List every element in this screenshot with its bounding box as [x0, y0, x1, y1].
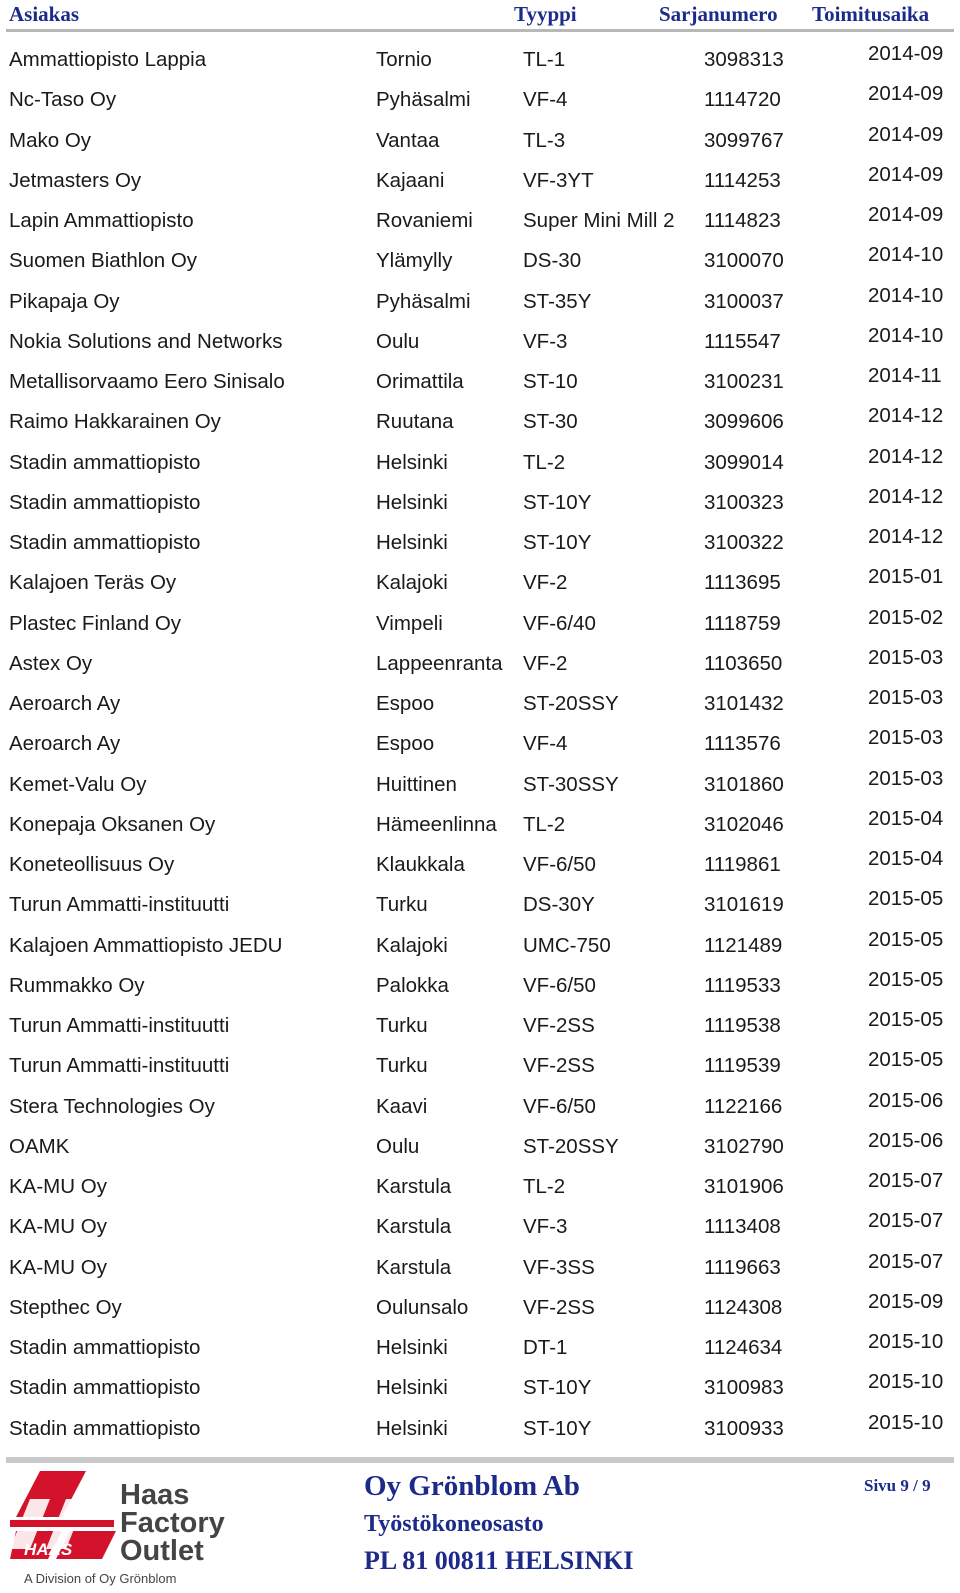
cell-customer: Stadin ammattiopisto	[9, 1416, 201, 1440]
cell-customer: Kalajoen Ammattiopisto JEDU	[9, 933, 283, 957]
table-row	[0, 1409, 960, 1449]
cell-delivery-date: 2014-09	[868, 42, 944, 65]
cell-type: ST-30SSY	[523, 772, 619, 796]
cell-type: TL-2	[523, 812, 566, 836]
cell-delivery-date: 2014-09	[868, 122, 944, 146]
cell-serial: 1113695	[704, 571, 781, 595]
cell-delivery-date: 2014-10	[868, 283, 944, 307]
cell-customer: Mako Oy	[9, 128, 92, 152]
cell-city: Huittinen	[376, 772, 457, 796]
cell-delivery-date: 2015-10	[868, 1370, 944, 1394]
table-row	[0, 926, 960, 966]
cell-type: VF-2SS	[523, 1014, 595, 1037]
table-row	[0, 684, 960, 724]
cell-city: Ruutana	[376, 410, 454, 434]
logo-tagline: A Division of Oy Grönblom	[24, 1571, 177, 1586]
cell-customer: Stepthec Oy	[9, 1295, 122, 1319]
cell-customer: Nokia Solutions and Networks	[9, 329, 283, 353]
cell-type: VF-4	[523, 732, 568, 756]
cell-city: Karstula	[376, 1255, 452, 1279]
cell-type: VF-6/50	[523, 973, 596, 997]
table-row	[0, 765, 960, 805]
cell-delivery-date: 2014-10	[868, 323, 944, 347]
cell-customer: Stadin ammattiopisto	[9, 1376, 201, 1400]
page-number: Sivu 9 / 9	[864, 1476, 931, 1495]
cell-type: VF-2	[523, 651, 568, 675]
cell-type: ST-20SSY	[523, 1134, 619, 1158]
cell-serial: 1122166	[704, 1094, 783, 1118]
cell-city: Ylämylly	[376, 249, 453, 273]
cell-serial: 3101619	[704, 893, 784, 917]
cell-city: Kalajoki	[376, 933, 448, 957]
cell-serial: 3099606	[704, 410, 784, 434]
logo-line1: Haas	[120, 1479, 190, 1511]
table-row	[0, 1006, 960, 1046]
cell-delivery-date: 2015-03	[868, 726, 944, 750]
cell-city: Kajaani	[376, 168, 445, 192]
cell-serial: 1124634	[704, 1336, 783, 1359]
cell-type: VF-2SS	[523, 1054, 595, 1078]
cell-serial: 3100322	[704, 531, 784, 554]
cell-type: Super Mini Mill 2	[523, 209, 675, 232]
cell-customer: Stera Technologies Oy	[9, 1094, 215, 1118]
cell-city: Lappeenranta	[376, 651, 503, 675]
cell-delivery-date: 2014-12	[868, 404, 944, 428]
cell-delivery-date: 2014-11	[868, 364, 942, 387]
cell-serial: 1115547	[704, 329, 781, 353]
cell-delivery-date: 2015-10	[868, 1410, 944, 1434]
cell-type: ST-10Y	[523, 1416, 592, 1440]
cell-delivery-date: 2015-05	[868, 927, 944, 951]
table-row	[0, 885, 960, 925]
cell-serial: 1103650	[704, 651, 783, 675]
table-row	[0, 1127, 960, 1167]
cell-type: DS-30	[523, 249, 582, 273]
company-department: Työstökoneosasto	[364, 1511, 544, 1537]
cell-city: Karstula	[376, 1175, 452, 1198]
cell-city: Vantaa	[376, 128, 440, 152]
cell-delivery-date: 2015-06	[868, 1088, 944, 1112]
cell-customer: Aeroarch Ay	[9, 692, 121, 715]
cell-city: Helsinki	[376, 1416, 448, 1440]
cell-delivery-date: 2014-10	[868, 243, 944, 267]
haas-factory-outlet-logo	[10, 1471, 260, 1589]
header-serial: Sarjanumero	[659, 2, 778, 26]
cell-serial: 1114253	[704, 168, 781, 192]
cell-delivery-date: 2014-09	[868, 203, 944, 226]
table-row	[0, 161, 960, 201]
table-row	[0, 724, 960, 764]
cell-serial: 3100037	[704, 289, 784, 313]
table-row	[0, 1288, 960, 1328]
logo-line2: Factory	[120, 1507, 225, 1539]
cell-type: VF-6/40	[523, 611, 596, 635]
cell-delivery-date: 2014-09	[868, 162, 944, 186]
cell-delivery-date: 2015-05	[868, 967, 944, 991]
table-row	[0, 1207, 960, 1247]
cell-customer: Lapin Ammattiopisto	[9, 209, 194, 232]
cell-delivery-date: 2015-07	[868, 1209, 944, 1233]
cell-customer: Turun Ammatti-instituutti	[9, 1054, 230, 1078]
cell-customer: Metallisorvaamo Eero Sinisalo	[9, 370, 285, 393]
cell-customer: Rummakko Oy	[9, 973, 145, 997]
cell-city: Helsinki	[376, 450, 448, 474]
cell-city: Palokka	[376, 973, 449, 997]
cell-customer: Jetmasters Oy	[9, 168, 142, 192]
cell-delivery-date: 2015-03	[868, 686, 944, 709]
cell-customer: Turun Ammatti-instituutti	[9, 1014, 230, 1037]
cell-type: TL-2	[523, 450, 566, 474]
cell-customer: Stadin ammattiopisto	[9, 490, 201, 514]
cell-delivery-date: 2015-07	[868, 1169, 944, 1192]
cell-customer: Konepaja Oksanen Oy	[9, 812, 216, 836]
table-row	[0, 604, 960, 644]
cell-serial: 1114720	[704, 88, 781, 112]
cell-delivery-date: 2015-05	[868, 1048, 944, 1072]
cell-serial: 1119861	[704, 853, 781, 876]
cell-serial: 1113408	[704, 1215, 781, 1239]
cell-type: ST-30	[523, 410, 578, 434]
cell-serial: 3100983	[704, 1376, 784, 1400]
cell-serial: 1119538	[704, 1014, 781, 1037]
company-address: PL 81 00811 HELSINKI	[364, 1546, 634, 1575]
cell-delivery-date: 2015-03	[868, 766, 944, 790]
cell-city: Kalajoki	[376, 571, 448, 595]
cell-customer: Raimo Hakkarainen Oy	[9, 410, 221, 434]
cell-city: Espoo	[376, 692, 435, 715]
cell-serial: 1121489	[704, 933, 783, 957]
table-row	[0, 805, 960, 845]
cell-type: VF-3YT	[523, 168, 594, 192]
cell-customer: Stadin ammattiopisto	[9, 531, 201, 554]
table-row	[0, 563, 960, 603]
cell-delivery-date: 2015-02	[868, 605, 944, 629]
cell-serial: 1114823	[704, 209, 781, 232]
footer-divider	[6, 1457, 954, 1463]
logo-brand: HAAS	[24, 1540, 73, 1559]
cell-type: ST-35Y	[523, 289, 592, 313]
cell-delivery-date: 2015-05	[868, 1008, 944, 1031]
table-row	[0, 1248, 960, 1288]
cell-city: Pyhäsalmi	[376, 289, 471, 313]
cell-city: Vimpeli	[376, 611, 443, 635]
cell-customer: Astex Oy	[9, 651, 93, 675]
cell-customer: Kalajoen Teräs Oy	[9, 571, 177, 595]
table-row	[0, 1167, 960, 1207]
table-row	[0, 402, 960, 442]
cell-city: Espoo	[376, 732, 435, 756]
cell-serial: 3102790	[704, 1134, 784, 1158]
logo-line3: Outlet	[120, 1535, 204, 1567]
cell-serial: 3101860	[704, 772, 784, 796]
cell-serial: 1119663	[704, 1255, 781, 1279]
cell-type: ST-10Y	[523, 531, 592, 554]
cell-customer: Koneteollisuus Oy	[9, 853, 175, 876]
cell-delivery-date: 2015-04	[868, 806, 944, 830]
table-row	[0, 241, 960, 281]
cell-type: UMC-750	[523, 933, 611, 957]
table-row	[0, 443, 960, 483]
cell-delivery-date: 2015-03	[868, 645, 944, 669]
cell-city: Klaukkala	[376, 853, 465, 876]
cell-delivery-date: 2015-05	[868, 887, 944, 911]
cell-delivery-date: 2015-07	[868, 1249, 944, 1273]
cell-customer: Kemet-Valu Oy	[9, 772, 147, 796]
cell-type: VF-6/50	[523, 853, 596, 876]
table-row	[0, 483, 960, 523]
cell-city: Turku	[376, 893, 428, 917]
table-row	[0, 966, 960, 1006]
cell-type: VF-2SS	[523, 1295, 595, 1319]
cell-serial: 3102046	[704, 812, 784, 836]
cell-serial: 3099767	[704, 128, 784, 152]
table-row	[0, 1368, 960, 1408]
cell-customer: KA-MU Oy	[9, 1215, 107, 1239]
cell-type: ST-10	[523, 370, 578, 393]
cell-delivery-date: 2015-06	[868, 1128, 944, 1152]
cell-customer: KA-MU Oy	[9, 1255, 107, 1279]
cell-serial: 3101432	[704, 692, 784, 715]
cell-type: TL-2	[523, 1175, 566, 1198]
table-row	[0, 1046, 960, 1086]
cell-serial: 3100323	[704, 490, 784, 514]
cell-serial: 1119533	[704, 973, 781, 997]
cell-serial: 1118759	[704, 611, 781, 635]
cell-city: Kaavi	[376, 1094, 428, 1118]
cell-type: DT-1	[523, 1336, 568, 1359]
cell-city: Helsinki	[376, 1376, 448, 1400]
cell-type: VF-3	[523, 329, 568, 353]
table-row	[0, 80, 960, 120]
cell-type: VF-3	[523, 1215, 568, 1239]
table-row	[0, 362, 960, 402]
cell-customer: KA-MU Oy	[9, 1175, 107, 1198]
cell-delivery-date: 2015-09	[868, 1289, 944, 1313]
cell-customer: OAMK	[9, 1134, 70, 1158]
header-customer: Asiakas	[9, 2, 80, 26]
cell-city: Oulu	[376, 329, 420, 353]
cell-customer: Suomen Biathlon Oy	[9, 249, 198, 273]
table-row	[0, 322, 960, 362]
cell-delivery-date: 2015-04	[868, 847, 944, 870]
cell-city: Karstula	[376, 1215, 452, 1239]
cell-type: VF-4	[523, 88, 568, 112]
cell-customer: Plastec Finland Oy	[9, 611, 182, 635]
cell-customer: Stadin ammattiopisto	[9, 450, 201, 474]
cell-type: TL-3	[523, 128, 566, 152]
table-row	[0, 1087, 960, 1127]
cell-serial: 1119539	[704, 1054, 781, 1078]
cell-city: Rovaniemi	[376, 209, 473, 232]
cell-customer: Stadin ammattiopisto	[9, 1336, 201, 1359]
cell-type: ST-10Y	[523, 490, 592, 514]
cell-delivery-date: 2014-12	[868, 444, 944, 468]
cell-customer: Pikapaja Oy	[9, 289, 120, 313]
cell-delivery-date: 2014-12	[868, 525, 944, 548]
cell-serial: 3099014	[704, 450, 784, 474]
table-row	[0, 121, 960, 161]
table-row	[0, 523, 960, 563]
cell-city: Pyhäsalmi	[376, 88, 471, 112]
header-delivery: Toimitusaika	[812, 2, 930, 26]
cell-customer: Nc-Taso Oy	[9, 88, 117, 112]
delivery-table-body	[0, 40, 960, 1449]
table-header	[0, 0, 960, 30]
cell-delivery-date: 2014-12	[868, 484, 944, 508]
cell-city: Hämeenlinna	[376, 812, 497, 836]
cell-type: DS-30Y	[523, 893, 595, 917]
cell-delivery-date: 2014-09	[868, 82, 944, 106]
cell-serial: 3100933	[704, 1416, 784, 1440]
header-type: Tyyppi	[514, 2, 577, 26]
cell-city: Helsinki	[376, 1336, 448, 1359]
cell-customer: Aeroarch Ay	[9, 732, 121, 756]
cell-city: Oulunsalo	[376, 1295, 469, 1319]
cell-delivery-date: 2015-10	[868, 1330, 944, 1353]
cell-city: Oulu	[376, 1134, 420, 1158]
cell-delivery-date: 2015-01	[868, 565, 944, 589]
table-row	[0, 644, 960, 684]
table-row	[0, 1328, 960, 1368]
cell-city: Orimattila	[376, 370, 464, 393]
company-name: Oy Grönblom Ab	[364, 1470, 580, 1502]
cell-serial: 3100231	[704, 370, 784, 393]
cell-serial: 3100070	[704, 249, 784, 273]
cell-city: Turku	[376, 1054, 428, 1078]
table-row	[0, 40, 960, 80]
cell-serial: 3101906	[704, 1175, 784, 1198]
table-row	[0, 845, 960, 885]
cell-type: VF-3SS	[523, 1255, 595, 1279]
cell-city: Helsinki	[376, 531, 448, 554]
table-row	[0, 282, 960, 322]
cell-type: ST-20SSY	[523, 692, 619, 715]
cell-serial: 3098313	[704, 48, 784, 71]
cell-serial: 1113576	[704, 732, 781, 756]
cell-city: Turku	[376, 1014, 428, 1037]
cell-city: Helsinki	[376, 490, 448, 514]
cell-type: ST-10Y	[523, 1376, 592, 1400]
cell-customer: Turun Ammatti-instituutti	[9, 893, 230, 917]
cell-type: VF-2	[523, 571, 568, 595]
cell-serial: 1124308	[704, 1295, 783, 1319]
header-divider	[6, 29, 954, 32]
cell-type: VF-6/50	[523, 1094, 596, 1118]
table-row	[0, 201, 960, 241]
cell-city: Tornio	[376, 48, 432, 71]
cell-customer: Ammattiopisto Lappia	[9, 48, 207, 71]
cell-type: TL-1	[523, 48, 566, 71]
